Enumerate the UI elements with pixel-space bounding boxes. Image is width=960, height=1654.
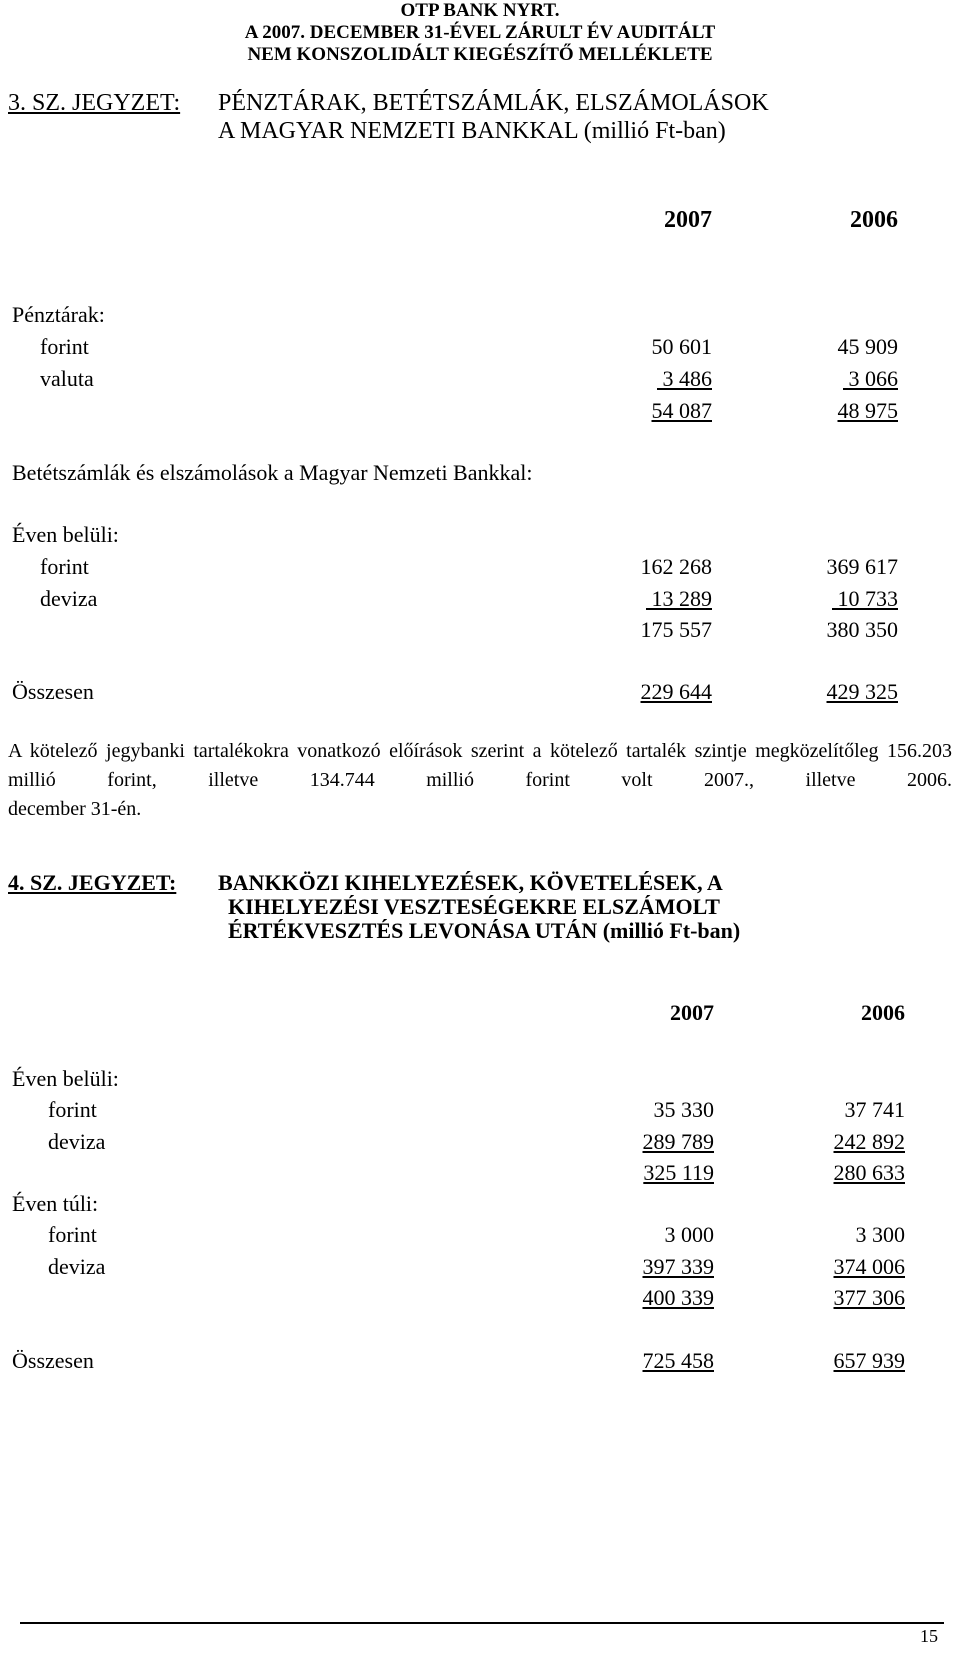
note3-total-2006: 429 325 [826, 679, 898, 704]
within-row-2007: 289 789 [642, 1129, 714, 1154]
note3-title-line2: A MAGYAR NEMZETI BANKKAL (millió Ft-ban) [218, 118, 726, 144]
note3-title-line1: PÉNZTÁRAK, BETÉTSZÁMLÁK, ELSZÁMOLÁSOK [218, 90, 769, 116]
mnb-row-2006: 10 733 [832, 586, 898, 611]
reserve-paragraph: A kötelező jegybanki tartalékokra vonatkozó előírások szerint a kötelező tartalék szintje megközelítőleg 156.203 millió forint, illetve 134.744 millió forint volt 2007., illetve 2006. [8, 740, 952, 791]
within-row-label: deviza [48, 1129, 106, 1154]
beyond-row-2006: 3 300 [855, 1222, 905, 1247]
beyond-heading: Éven túli: [12, 1191, 99, 1216]
beyond-row-2006: 374 006 [833, 1254, 905, 1279]
mnb-row-label: forint [40, 554, 89, 579]
cash-total-2006: 48 975 [837, 398, 898, 423]
cash-row-label: forint [40, 334, 89, 359]
report-title-line1: A 2007. DECEMBER 31-ÉVEL ZÁRULT ÉV AUDITÁLT [244, 22, 716, 43]
within-subtotal-2006: 280 633 [833, 1160, 905, 1185]
mnb-row-label: deviza [40, 586, 98, 611]
note3-total-label: Összesen [12, 679, 94, 704]
beyond-subtotal-2006: 377 306 [833, 1285, 905, 1310]
note3-total-2007: 229 644 [640, 679, 712, 704]
note4-year-2006: 2006 [861, 1000, 905, 1025]
note4-label: 4. SZ. JEGYZET: [8, 870, 177, 895]
cash-row-2006: 45 909 [837, 334, 898, 359]
within-subtotal-2007: 325 119 [643, 1160, 714, 1185]
cash-row-label: valuta [40, 366, 94, 391]
note4-year-2007: 2007 [670, 1000, 714, 1025]
note3-year-2006: 2006 [850, 207, 898, 233]
mnb-subtotal-2007: 175 557 [640, 617, 712, 642]
note4-total-2006: 657 939 [833, 1348, 905, 1373]
within-row-2006: 37 741 [844, 1097, 905, 1122]
note4-title-line2: KIHELYEZÉSI VESZTESÉGEKRE ELSZÁMOLT [228, 894, 720, 919]
note4-title-line3: ÉRTÉKVESZTÉS LEVONÁSA UTÁN (millió Ft-ban) [228, 918, 741, 943]
cash-heading: Pénztárak: [12, 302, 105, 327]
beyond-row-2007: 397 339 [642, 1254, 714, 1279]
within-year-heading: Éven belüli: [12, 522, 119, 547]
note4-total-label: Összesen [12, 1348, 94, 1373]
page-number: 15 [920, 1626, 938, 1646]
company-name: OTP BANK NYRT. [400, 0, 560, 21]
reserve-paragraph-end: december 31-én. [8, 798, 142, 820]
footer-rule [20, 1622, 944, 1624]
within-row-2006: 242 892 [833, 1129, 905, 1154]
note4-title-line1: BANKKÖZI KIHELYEZÉSEK, KÖVETELÉSEK, A [218, 870, 723, 895]
cash-total-2007: 54 087 [651, 398, 712, 423]
cash-row-2006: 3 066 [843, 366, 898, 391]
within-row-2007: 35 330 [653, 1097, 714, 1122]
mnb-row-2007: 162 268 [640, 554, 712, 579]
note3-year-2007: 2007 [664, 207, 712, 233]
mnb-row-2007: 13 289 [646, 586, 712, 611]
mnb-row-2006: 369 617 [826, 554, 898, 579]
note3-label: 3. SZ. JEGYZET: [8, 90, 181, 116]
cash-row-2007: 50 601 [651, 334, 712, 359]
within-heading: Éven belüli: [12, 1066, 119, 1091]
within-row-label: forint [48, 1097, 97, 1122]
report-title-line2: NEM KONSZOLIDÁLT KIEGÉSZÍTŐ MELLÉKLETE [247, 44, 713, 65]
cash-row-2007: 3 486 [657, 366, 712, 391]
beyond-subtotal-2007: 400 339 [642, 1285, 714, 1310]
beyond-row-2007: 3 000 [664, 1222, 714, 1247]
beyond-row-label: deviza [48, 1254, 106, 1279]
mnb-subtotal-2006: 380 350 [826, 617, 898, 642]
beyond-row-label: forint [48, 1222, 97, 1247]
note4-total-2007: 725 458 [642, 1348, 714, 1373]
mnb-heading: Betétszámlák és elszámolások a Magyar Nemzeti Bankkal: [12, 460, 533, 485]
